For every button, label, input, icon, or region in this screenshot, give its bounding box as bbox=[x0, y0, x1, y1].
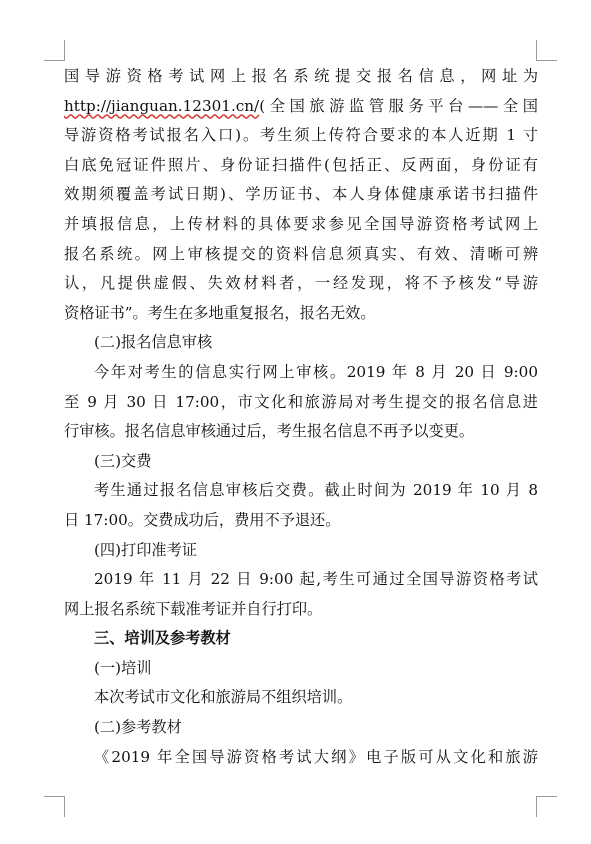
text-line: 2019 年 11 月 22 日 9:00 起,考生可通过全国导游资格考试 bbox=[94, 570, 538, 589]
text-line-rest: (全国旅游监管服务平台——全国 bbox=[259, 96, 538, 115]
section-heading: (一)培训 bbox=[94, 658, 152, 677]
text-line: 导游资格考试报名入口)。考生须上传符合要求的本人近期 1 寸 bbox=[64, 126, 538, 145]
chapter-heading: 三、培训及参考教材 bbox=[94, 629, 231, 648]
text-line: 资格证书”。考生在多地重复报名，报名无效。 bbox=[64, 303, 376, 322]
margin-mark-bottom-left bbox=[44, 796, 65, 817]
section-heading: (四)打印准考证 bbox=[94, 540, 197, 559]
section-heading: (三)交费 bbox=[94, 451, 152, 470]
text-line: 本次考试市文化和旅游局不组织培训。 bbox=[94, 688, 353, 707]
text-line: 国导游资格考试网上报名系统提交报名信息，网址为 bbox=[64, 67, 538, 85]
text-line: 考生通过报名信息审核后交费。截止时间为 2019 年 10 月 8 bbox=[94, 481, 538, 500]
document-body bbox=[64, 62, 538, 772]
text-line: 认，凡提供虚假、失效材料者，一经发现，将不予核发“导游 bbox=[64, 274, 538, 293]
section-heading: (二)报名信息审核 bbox=[94, 333, 213, 352]
text-line: 至 9 月 30 日 17:00，市文化和旅游局对考生提交的报名信息进 bbox=[64, 392, 538, 411]
margin-mark-top-right bbox=[536, 40, 557, 61]
section-heading: (二)参考教材 bbox=[94, 718, 182, 737]
text-line-with-url bbox=[64, 92, 538, 122]
text-line: 网上报名系统下载准考证并自行打印。 bbox=[64, 599, 323, 618]
text-line: 并填报信息，上传材料的具体要求参见全国导游资格考试网上 bbox=[64, 214, 538, 233]
text-line: 日 17:00。交费成功后，费用不予退还。 bbox=[64, 510, 341, 529]
text-line: 今年对考生的信息实行网上审核。2019 年 8 月 20 日 9:00 bbox=[94, 362, 538, 381]
text-line: 行审核。报名信息审核通过后，考生报名信息不再予以变更。 bbox=[64, 422, 475, 441]
text-line: 白底免冠证件照片、身份证扫描件(包括正、反两面，身份证有 bbox=[64, 155, 538, 174]
text-line: 效期须覆盖考试日期)、学历证书、本人身体健康承诺书扫描件 bbox=[64, 185, 538, 204]
website-link[interactable]: http://jianguan.12301.cn/ bbox=[64, 96, 260, 115]
text-line: 报名系统。网上审核提交的资料信息须真实、有效、清晰可辨 bbox=[64, 244, 538, 263]
text-line: 《2019 年全国导游资格考试大纲》电子版可从文化和旅游 bbox=[94, 747, 538, 766]
margin-mark-top-left bbox=[44, 40, 65, 61]
margin-mark-bottom-right bbox=[536, 796, 557, 817]
